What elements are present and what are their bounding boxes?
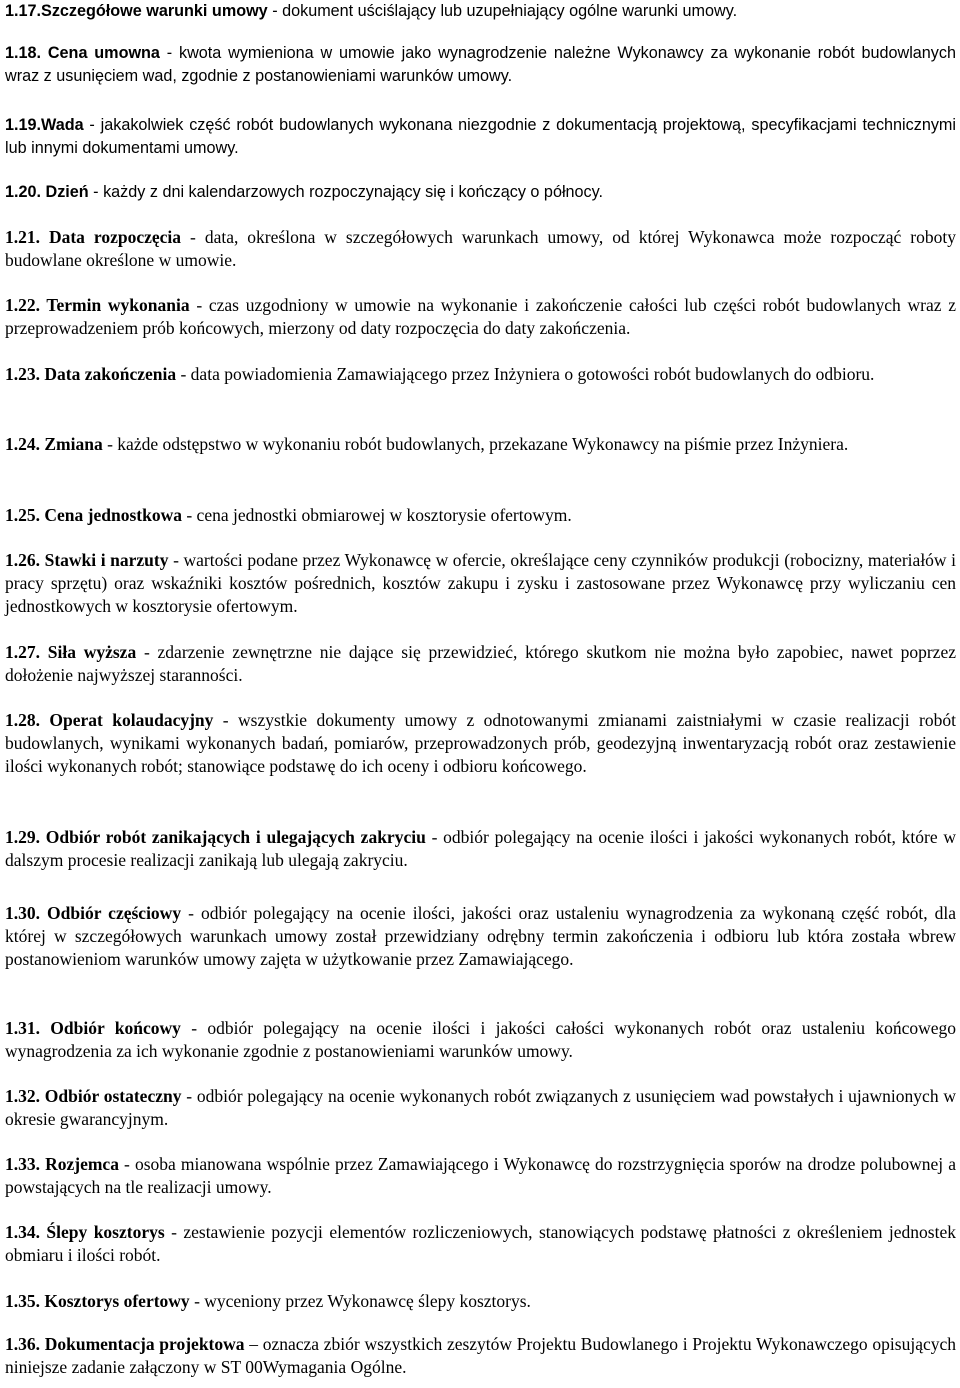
definition-number: 1.29.: [5, 827, 40, 847]
definition-text: - osoba mianowana wspólnie przez Zamawiającego i Wykonawcę do rozstrzygnięcia sporów na drodze polubownej a powstających na tle realizacji umowy.: [5, 1154, 956, 1198]
definition-number: 1.26.: [5, 550, 40, 570]
definition-term: Odbiór końcowy: [40, 1018, 181, 1038]
definition-paragraph: [5, 641, 956, 687]
definition-number: 1.17.: [5, 2, 42, 20]
definition-paragraph: [5, 1153, 956, 1199]
definition-number: 1.22.: [5, 295, 40, 315]
definition-paragraph: [5, 1290, 956, 1313]
definition-text: - odbiór polegający na ocenie ilości i jakości wykonanych robót, które w dalszym procesie realizacji zanikają lub ulegają zakryciu.: [5, 827, 957, 871]
definition-number: 1.28.: [5, 710, 40, 730]
definition-paragraph: [5, 1085, 956, 1131]
definition-text: - wartości podane przez Wykonawcę w ofercie, określające ceny czynników produkcji (robocizny, materiałów i pracy sprzętu) oraz wskaźniki kosztów pośrednich, kosztów zakupu i zysku i zastosowane przez Wykonawcę przy wyliczaniu cen jednostkowych w kosztorysie ofertowym.: [5, 550, 957, 617]
definition-number: 1.36.: [5, 1334, 40, 1354]
definition-text: – oznacza zbiór wszystkich zeszytów Projektu Budowlanego i Projektu Wykonawczego opisujących niniejsze zadanie załączony w ST 00Wymagania Ogólne.: [5, 1334, 956, 1378]
definition-number: 1.20.: [5, 183, 42, 201]
definition-number: 1.34.: [5, 1222, 40, 1242]
definition-paragraph: [5, 826, 956, 872]
definition-text: - każdy z dni kalendarzowych rozpoczynający się i kończący o północy.: [88, 183, 604, 201]
definition-term: Rozjemca: [40, 1154, 119, 1174]
definition-text: - data powiadomienia Zamawiającego przez Inżyniera o gotowości robót budowlanych do odbioru.: [176, 364, 875, 384]
definition-term: Dzień: [41, 183, 89, 201]
definition-paragraph: [5, 0, 956, 23]
definition-paragraph: [5, 42, 956, 88]
definition-term: Operat kolaudacyjny: [40, 710, 214, 730]
definition-term: Ślepy kosztorys: [40, 1222, 165, 1242]
definition-text: - odbiór polegający na ocenie ilości i jakości całości wykonanych robót oraz ustaleniu końcowego wynagrodzenia za ich wykonanie zgodnie z postanowieniami warunków umowy.: [5, 1018, 956, 1062]
definition-term: Zmiana: [40, 434, 103, 454]
definition-text: - zestawienie pozycji elementów rozliczeniowych, stanowiących podstawę płatności z określeniem jednostek obmiaru i ilości robót.: [5, 1222, 956, 1266]
definition-term: Kosztorys ofertowy: [40, 1291, 190, 1311]
definition-term: Odbiór częściowy: [40, 903, 182, 923]
definition-term: Odbiór robót zanikających i ulegających zakryciu: [40, 827, 426, 847]
definition-paragraph: [5, 363, 956, 386]
definition-paragraph: [5, 709, 956, 779]
definition-text: - wszystkie dokumenty umowy z odnotowanymi zmianami zaistniałymi w czasie realizacji robót budowlanych, wynikami wykonanych badań, pomiarów, przeprowadzonych prób, geodezyjną inwentaryzacją robót oraz zestawienie ilości wykonanych robót; stanowiące podstawę do ich oceny i odbioru końcowego.: [5, 710, 956, 777]
definition-term: Data zakończenia: [40, 364, 177, 384]
definition-text: - czas uzgodniony w umowie na wykonanie i zakończenie całości lub części robót budowlanych wraz z przeprowadzeniem prób końcowych, mierzony od daty rozpoczęcia do daty zakończenia.: [5, 295, 956, 339]
definition-term: Dokumentacja projektowa: [40, 1334, 245, 1354]
definition-text: - zdarzenie zewnętrzne nie dające się przewidzieć, którego skutkom nie można było zapobiec, nawet poprzez dołożenie najwyższej staranności.: [5, 642, 956, 686]
definition-term: Cena jednostkowa: [40, 505, 182, 525]
definition-text: - jakakolwiek część robót budowlanych wykonana niezgodnie z dokumentacją projektową, specyfikacjami technicznymi lub innymi dokumentami umowy.: [5, 116, 956, 158]
definition-text: - każde odstępstwo w wykonaniu robót budowlanych, przekazane Wykonawcy na piśmie przez Inżyniera.: [102, 434, 849, 454]
definition-paragraph: [5, 294, 956, 340]
definition-term: Szczegółowe warunki umowy: [41, 2, 268, 20]
definition-number: 1.27.: [5, 642, 40, 662]
definition-text: - data, określona w szczegółowych warunkach umowy, od której Wykonawca może rozpocząć roboty budowlane określone w umowie.: [5, 227, 956, 271]
definition-number: 1.32.: [5, 1086, 40, 1106]
definition-term: Stawki i narzuty: [40, 550, 169, 570]
definition-paragraph: [5, 181, 956, 204]
definition-text: - odbiór polegający na ocenie wykonanych robót związanych z usunięciem wad powstałych i ujawnionych w okresie gwarancyjnym.: [5, 1086, 956, 1130]
definition-text: - odbiór polegający na ocenie ilości, jakości oraz ustaleniu wynagrodzenia za wykonaną część robót, dla której w szczegółowych warunkach umowy został przewidziany odrębny termin zakończenia i odbioru lub która została wbrew postanowieniom warunków umowy zajęta w użytkowanie przez Zamawiającego.: [5, 903, 956, 970]
definition-paragraph: [5, 902, 956, 972]
definition-paragraph: [5, 504, 956, 527]
definition-paragraph: [5, 114, 956, 160]
definition-term: Wada: [41, 116, 84, 134]
definition-number: 1.25.: [5, 505, 40, 525]
definition-number: 1.35.: [5, 1291, 40, 1311]
definition-number: 1.18.: [5, 44, 42, 62]
definition-term: Odbiór ostateczny: [40, 1086, 182, 1106]
definition-term: Siła wyższa: [40, 642, 137, 662]
definition-number: 1.24.: [5, 434, 40, 454]
definition-text: - dokument uściślający lub uzupełniający ogólne warunki umowy.: [267, 2, 738, 20]
definition-paragraph: [5, 1017, 956, 1063]
definition-number: 1.21.: [5, 227, 40, 247]
definition-paragraph: [5, 549, 956, 619]
definition-paragraph: [5, 1221, 956, 1267]
definition-term: Data rozpoczęcia: [40, 227, 182, 247]
definition-number: 1.33.: [5, 1154, 40, 1174]
definition-number: 1.31.: [5, 1018, 40, 1038]
definition-term: Termin wykonania: [40, 295, 190, 315]
definition-paragraph: [5, 226, 956, 272]
definition-number: 1.19.: [5, 116, 42, 134]
definition-text: - wyceniony przez Wykonawcę ślepy kosztorys.: [189, 1291, 531, 1311]
definition-term: Cena umowna: [41, 44, 160, 62]
definition-number: 1.30.: [5, 903, 40, 923]
definition-paragraph: [5, 433, 956, 456]
definition-text: - cena jednostki obmiarowej w kosztorysie ofertowym.: [181, 505, 572, 525]
definition-paragraph: [5, 1333, 956, 1379]
definition-text: - kwota wymieniona w umowie jako wynagrodzenie należne Wykonawcy za wykonanie robót budowlanych wraz z usunięciem wad, zgodnie z postanowieniami warunków umowy.: [5, 44, 956, 86]
definition-number: 1.23.: [5, 364, 40, 384]
